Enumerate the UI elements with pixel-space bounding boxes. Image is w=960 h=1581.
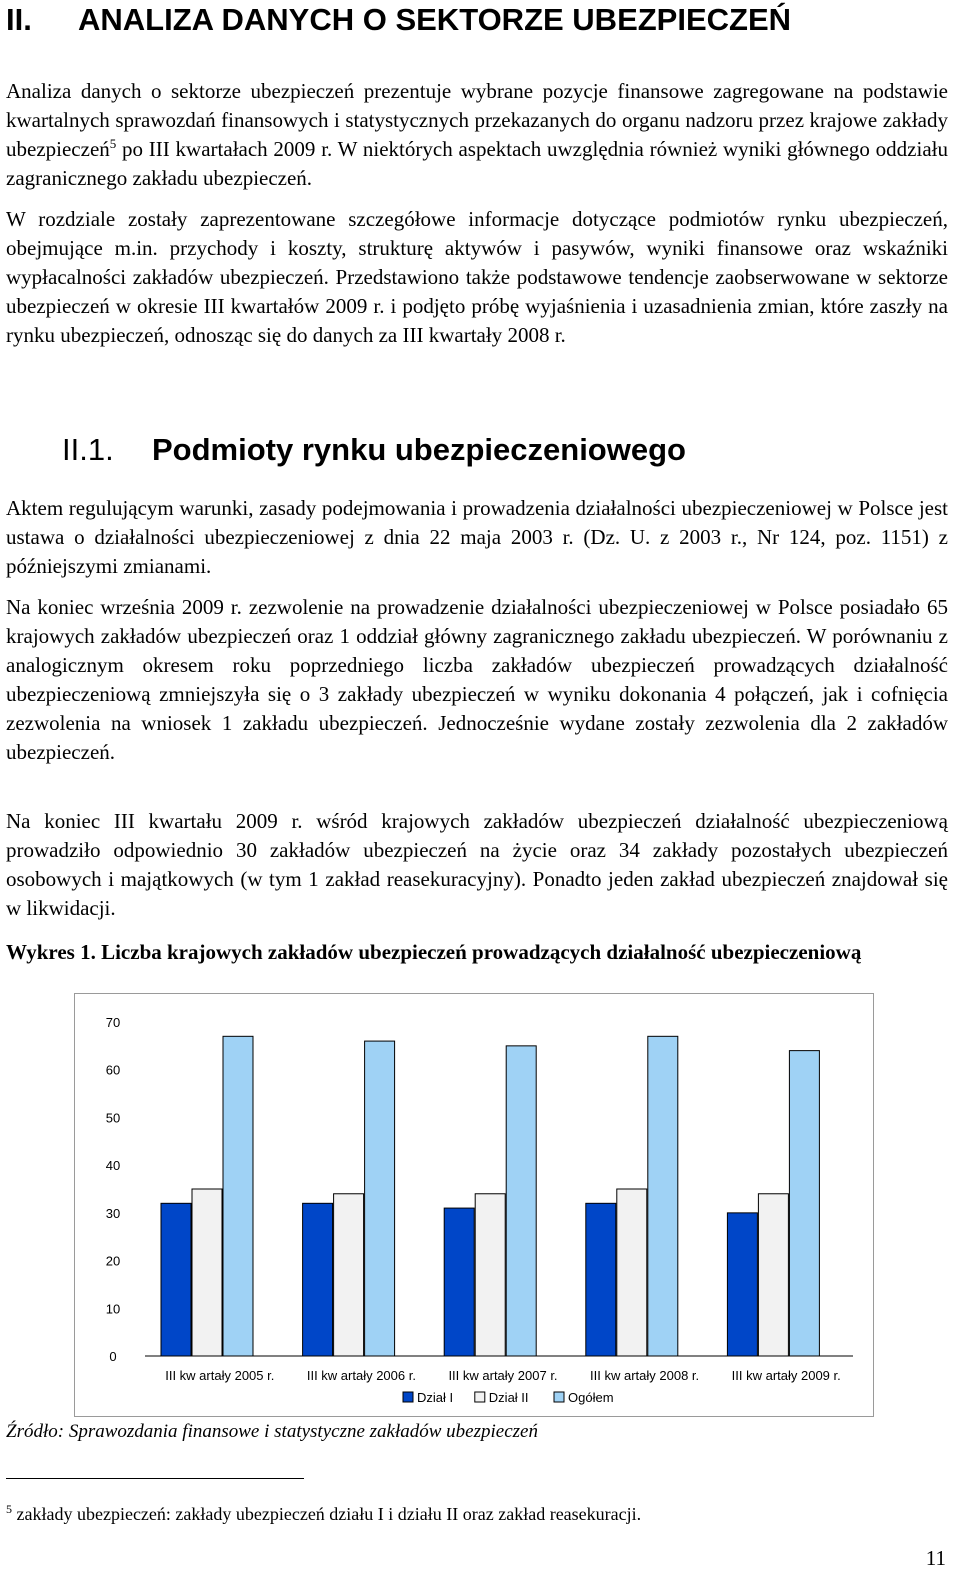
- x-tick-label: III kw artały 2008 r.: [590, 1368, 700, 1383]
- subsection-title: Podmioty rynku ubezpieczeniowego: [152, 432, 686, 467]
- footnote: [6, 1500, 641, 1528]
- bar-dzial-i: [444, 1208, 474, 1356]
- y-tick-label: 20: [105, 1253, 121, 1269]
- section-heading: [6, 0, 791, 40]
- footnote-reference[interactable]: 5: [109, 136, 117, 151]
- bar-chart: [74, 993, 874, 1417]
- bar-ogolem: [365, 1041, 395, 1356]
- y-tick-label: 0: [109, 1349, 117, 1364]
- bar-dzial-i: [303, 1203, 333, 1356]
- y-tick-label: 60: [105, 1062, 121, 1078]
- legend-label: Ogółem: [568, 1390, 614, 1405]
- paragraph-quarter-structure: Na koniec III kwartału 2009 r. wśród krajowych zakładów ubezpieczeń działalność ubezpieczeniową prowadziło odpowiednio 30 zakładów ubezpieczeń na życie oraz 34 zakłady pozostałych ubezpieczeń osobowych i majątkowych (w tym 1 zakład reasekuracyjny). Ponadto jeden zakład ubezpieczeń znajdował się w likwidacji.: [6, 809, 948, 920]
- paragraph-market-count: Na koniec września 2009 r. zezwolenie na prowadzenie działalności ubezpieczeniowej w Polsce posiadało 65 krajowych zakładów ubezpieczeń oraz 1 oddział główny zagranicznego zakładu ubezpieczeń. W porównaniu z analogicznym okresem roku poprzedniego liczba zakładów ubezpieczeń prowadzących działalność ubezpieczeniową zmniejszyła się o 3 zakłady ubezpieczeń w wyniku dokonania 4 połączeń, jak i cofnięcia zezwolenia na wniosek 1 zakładu ubezpieczeń. Jednocześnie wydane zostały zezwolenia dla 2 zakładów ubezpieczeń.: [6, 595, 948, 764]
- subsection-heading: [62, 430, 686, 470]
- y-tick-label: 50: [105, 1110, 121, 1126]
- footnote-marker: 5: [6, 1502, 12, 1516]
- bar-dzial-ii: [192, 1189, 222, 1356]
- figure-caption: Wykres 1. Liczba krajowych zakładów ubezpieczeń prowadzących działalność ubezpieczeniową: [6, 940, 862, 964]
- bar-dzial-i: [586, 1203, 616, 1356]
- x-tick-label: III kw artały 2007 r.: [448, 1368, 558, 1383]
- bar-ogolem: [223, 1036, 253, 1356]
- legend-swatch: [554, 1392, 564, 1402]
- y-tick-label: 10: [105, 1301, 121, 1317]
- figure-source: Źródło: Sprawozdania finansowe i statystyczne zakładów ubezpieczeń: [6, 1421, 538, 1442]
- paragraph-intro: [6, 77, 948, 193]
- bar-ogolem: [789, 1051, 819, 1356]
- bar-dzial-i: [161, 1203, 191, 1356]
- y-tick-label: 40: [105, 1158, 121, 1174]
- x-tick-label: III kw artały 2006 r.: [306, 1368, 416, 1383]
- legend-label: Dział II: [488, 1390, 529, 1405]
- y-tick-label: 30: [105, 1205, 121, 1221]
- section-number: II.: [6, 2, 32, 37]
- paragraph-legal-basis: Aktem regulującym warunki, zasady podejmowania i prowadzenia działalności ubezpieczeniowej w Polsce jest ustawa o działalności ubezpieczeniowej z dnia 22 maja 2003 r. (Dz. U. z 2003 r., Nr 124, poz. 1151) z późniejszymi zmianami.: [6, 496, 948, 578]
- section-title: ANALIZA DANYCH O SEKTORZE UBEZPIECZEŃ: [78, 2, 792, 37]
- bar-ogolem: [648, 1036, 678, 1356]
- bar-dzial-ii: [475, 1194, 505, 1356]
- bar-dzial-ii: [758, 1194, 788, 1356]
- paragraph-intro-text-a: Analiza danych o sektorze ubezpieczeń prezentuje wybrane pozycje finansowe zagregowane na podstawie kwartalnych sprawozdań finansowych i statystycznych przekazanych do organu nadzoru przez krajowe zakłady ubezpieczeń: [6, 79, 948, 161]
- subsection-number: II.1.: [62, 432, 114, 467]
- paragraph-chapter-scope: W rozdziale zostały zaprezentowane szczegółowe informacje dotyczące podmiotów rynku ubezpieczeń, obejmujące m.in. przychody i koszty, strukturę aktywów i pasywów, wyniki finansowe oraz wskaźniki wypłacalności zakładów ubezpieczeń. Przedstawiono także podstawowe tendencje zaobserwowane w sektorze ubezpieczeń w okresie III kwartałów 2009 r. i podjęto próbę wyjaśnienia i uzasadnienia zmian, które zaszły na rynku ubezpieczeń, odnosząc się do danych za III kwartały 2008 r.: [6, 207, 948, 347]
- bar-dzial-ii: [334, 1194, 364, 1356]
- bar-chart-canvas: [75, 994, 875, 1418]
- bar-ogolem: [506, 1046, 536, 1356]
- legend-swatch: [475, 1392, 485, 1402]
- legend-label: Dział I: [417, 1390, 454, 1405]
- legend-swatch: [403, 1392, 413, 1402]
- footnote-divider: [6, 1478, 304, 1479]
- x-tick-label: III kw artały 2009 r.: [731, 1368, 841, 1383]
- x-tick-label: III kw artały 2005 r.: [165, 1368, 275, 1383]
- bar-dzial-i: [727, 1213, 757, 1356]
- bar-dzial-ii: [617, 1189, 647, 1356]
- paragraph-intro-text-b: po III kwartałach 2009 r. W niektórych aspektach uwzględnia również wyniki głównego oddziału zagranicznego zakładu ubezpieczeń.: [6, 137, 948, 190]
- y-tick-label: 70: [105, 1015, 121, 1030]
- footnote-text: zakłady ubezpieczeń: zakłady ubezpieczeń działu I i działu II oraz zakład reasekuracji.: [12, 1504, 642, 1524]
- page-number: 11: [925, 1546, 946, 1570]
